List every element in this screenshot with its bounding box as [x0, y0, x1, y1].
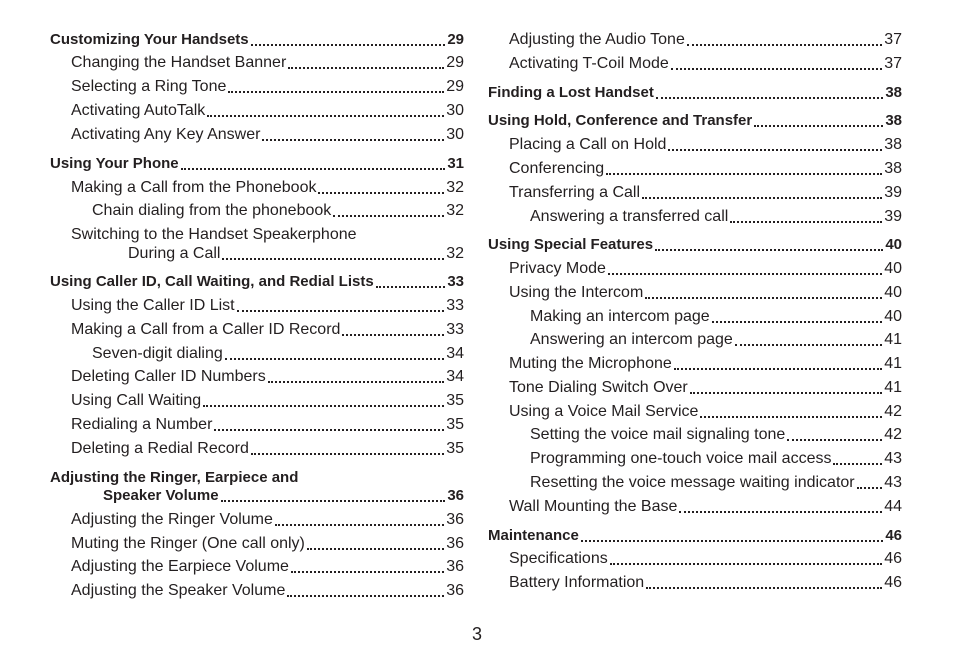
leader-dots — [787, 427, 882, 441]
toc-entry-page: 46 — [884, 574, 902, 591]
toc-entry-page: 34 — [446, 345, 464, 362]
toc-entry-title: Speaker Volume — [103, 487, 219, 504]
leader-dots — [288, 55, 444, 69]
leader-dots — [646, 575, 882, 589]
leader-dots — [214, 417, 444, 431]
toc-entry-title: Muting the Microphone — [509, 355, 672, 372]
leader-dots — [342, 322, 444, 336]
toc-entry[interactable] — [71, 391, 464, 411]
leader-dots — [262, 127, 444, 141]
toc-entry-title: Making a Call from a Caller ID Record — [71, 321, 341, 338]
toc-entry-title: Tone Dialing Switch Over — [509, 379, 688, 396]
leader-dots — [712, 309, 883, 323]
leader-dots — [225, 346, 444, 360]
toc-entry-heading[interactable] — [488, 235, 902, 255]
leader-dots — [668, 137, 882, 151]
toc-entry-page: 33 — [446, 321, 464, 338]
leader-dots — [291, 559, 444, 573]
toc-entry[interactable] — [509, 573, 902, 593]
toc-entry-title: Activating AutoTalk — [71, 102, 206, 119]
toc-entry[interactable] — [71, 77, 464, 97]
toc-entry-page: 31 — [447, 155, 464, 172]
toc-entry-page: 30 — [446, 126, 464, 143]
toc-entry-page: 36 — [446, 558, 464, 575]
toc-entry[interactable] — [509, 283, 902, 303]
toc-entry[interactable] — [509, 54, 902, 74]
toc-entry-page: 35 — [446, 392, 464, 409]
toc-entry-title: Placing a Call on Hold — [509, 136, 667, 153]
toc-entry[interactable] — [71, 534, 464, 554]
leader-dots — [735, 332, 882, 346]
toc-entry-title: Adjusting the Earpiece Volume — [71, 558, 289, 575]
toc-entry-page: 43 — [884, 474, 902, 491]
leader-dots — [307, 536, 444, 550]
leader-dots — [679, 499, 882, 513]
leader-dots — [656, 85, 883, 99]
toc-entry-title: Transferring a Call — [509, 184, 641, 201]
toc-entry-title: Deleting Caller ID Numbers — [71, 368, 266, 385]
leader-dots — [181, 156, 446, 170]
toc-entry-page: 36 — [446, 582, 464, 599]
toc-entry[interactable] — [509, 159, 902, 179]
leader-dots — [203, 393, 444, 407]
leader-dots — [333, 203, 444, 217]
toc-entry-page: 38 — [885, 112, 902, 129]
leader-dots — [221, 488, 446, 502]
toc-entry-page: 37 — [884, 31, 902, 48]
toc-entry-page: 32 — [446, 202, 464, 219]
leader-dots — [251, 32, 446, 46]
leader-dots — [671, 56, 882, 70]
toc-entry-page: 40 — [884, 284, 902, 301]
toc-entry-title: Using the Caller ID List — [71, 297, 235, 314]
toc-entry[interactable] — [71, 125, 464, 145]
leader-dots — [687, 32, 882, 46]
leader-dots — [700, 404, 882, 418]
toc-entry[interactable] — [71, 178, 464, 198]
toc-entry[interactable] — [71, 320, 464, 340]
toc-entry-page: 29 — [447, 31, 464, 48]
toc-entry-title: Using Caller ID, Call Waiting, and Redial Lists — [50, 273, 374, 290]
toc-entry-title: Privacy Mode — [509, 260, 606, 277]
toc-entry-title: Redialing a Number — [71, 416, 213, 433]
leader-dots — [376, 274, 446, 288]
toc-entry-page: 41 — [884, 355, 902, 372]
toc-entry[interactable] — [71, 581, 464, 601]
toc-entry-title: Wall Mounting the Base — [509, 498, 678, 515]
leader-dots — [608, 261, 882, 275]
leader-dots — [857, 475, 883, 489]
toc-entry-title: Seven-digit dialing — [92, 345, 223, 362]
toc-entry-page: 38 — [884, 136, 902, 153]
toc-entry-page: 32 — [446, 179, 464, 196]
leader-dots — [690, 380, 882, 394]
toc-entry-page: 42 — [884, 403, 902, 420]
leader-dots — [268, 369, 444, 383]
toc-entry-page: 39 — [884, 208, 902, 225]
leader-dots — [237, 298, 445, 312]
toc-entry[interactable] — [92, 201, 464, 221]
toc-entry-page: 30 — [446, 102, 464, 119]
toc-entry-page: 40 — [884, 308, 902, 325]
toc-entry-page: 33 — [446, 297, 464, 314]
toc-entry[interactable] — [509, 183, 902, 203]
toc-entry-page: 38 — [885, 84, 902, 101]
toc-entry-page: 36 — [446, 511, 464, 528]
toc-entry[interactable] — [128, 244, 464, 264]
leader-dots — [674, 356, 882, 370]
leader-dots — [581, 528, 883, 542]
toc-entry-title: Using Your Phone — [50, 155, 179, 172]
toc-entry-title: During a Call — [128, 245, 221, 262]
toc-entry-page: 29 — [446, 54, 464, 71]
toc-entry-page: 35 — [446, 416, 464, 433]
toc-entry-title: Answering an intercom page — [530, 331, 733, 348]
toc-entry[interactable] — [71, 557, 464, 577]
leader-dots — [655, 237, 883, 251]
toc-entry[interactable] — [509, 549, 902, 569]
toc-entry-title: Finding a Lost Handset — [488, 84, 654, 101]
leader-dots — [318, 180, 444, 194]
toc-entry-title: Selecting a Ring Tone — [71, 78, 227, 95]
leader-dots — [606, 161, 882, 175]
toc-entry-page: 33 — [447, 273, 464, 290]
leader-dots — [645, 285, 882, 299]
toc-entry-page: 41 — [884, 379, 902, 396]
toc-entry-title: Resetting the voice message waiting indicator — [530, 474, 855, 491]
toc-entry-page: 39 — [884, 184, 902, 201]
toc-entry[interactable] — [509, 402, 902, 422]
toc-entry[interactable] — [530, 207, 902, 227]
toc-entry-page: 36 — [446, 535, 464, 552]
leader-dots — [228, 79, 444, 93]
leader-dots — [730, 209, 882, 223]
toc-entry[interactable] — [92, 344, 464, 364]
leader-dots — [754, 113, 883, 127]
toc-entry-page: 40 — [884, 260, 902, 277]
toc-entry[interactable] — [71, 510, 464, 530]
page-number: 3 — [471, 624, 482, 644]
toc-entry-title: Activating Any Key Answer — [71, 126, 261, 143]
toc-entry[interactable] — [71, 415, 464, 435]
toc-entry-heading[interactable] — [50, 272, 464, 292]
toc-entry-title: Making an intercom page — [530, 308, 710, 325]
leader-dots — [287, 583, 444, 597]
toc-entry[interactable] — [509, 497, 902, 517]
toc-entry-page: 41 — [884, 331, 902, 348]
toc-entry-title: Maintenance — [488, 527, 579, 544]
toc-entry-page: 44 — [884, 498, 902, 515]
toc-entry-title: Using Hold, Conference and Transfer — [488, 112, 753, 129]
toc-entry-page: 42 — [884, 426, 902, 443]
toc-entry-title: Making a Call from the Phonebook — [71, 179, 317, 196]
toc-entry-page: 46 — [884, 550, 902, 567]
toc-entry[interactable] — [530, 425, 902, 445]
toc-entry-title: Battery Information — [509, 574, 645, 591]
toc-entry-page: 35 — [446, 440, 464, 457]
toc-entry[interactable] — [530, 449, 902, 469]
toc-entry-heading[interactable] — [50, 30, 464, 50]
toc-entry-title: Adjusting the Speaker Volume — [71, 582, 286, 599]
toc-entry[interactable] — [71, 439, 464, 459]
toc-entry-page: 38 — [884, 160, 902, 177]
toc-entry-page: 32 — [446, 245, 464, 262]
toc-entry-heading[interactable] — [103, 486, 464, 506]
toc-entry-title-line1: Switching to the Handset Speakerphone — [71, 226, 357, 243]
toc-entry-title: Adjusting the Ringer Volume — [71, 511, 273, 528]
toc-entry-page: 43 — [884, 450, 902, 467]
leader-dots — [275, 512, 444, 526]
toc-heading-line1: Adjusting the Ringer, Earpiece and — [50, 469, 299, 486]
leader-dots — [222, 246, 444, 260]
toc-entry-title: Using Call Waiting — [71, 392, 202, 409]
leader-dots — [642, 185, 882, 199]
toc-entry-title: Using the Intercom — [509, 284, 644, 301]
toc-entry-title: Using Special Features — [488, 236, 654, 253]
toc-entry[interactable] — [509, 259, 902, 279]
toc-entry[interactable] — [530, 307, 902, 327]
toc-entry-heading[interactable] — [50, 154, 464, 174]
toc-entry-title: Changing the Handset Banner — [71, 54, 287, 71]
leader-dots — [610, 551, 882, 565]
toc-entry-page: 29 — [446, 78, 464, 95]
toc-entry-title: Muting the Ringer (One call only) — [71, 535, 305, 552]
toc-entry-title: Setting the voice mail signaling tone — [530, 426, 786, 443]
toc-entry-title: Specifications — [509, 550, 608, 567]
toc-entry-title: Programming one-touch voice mail access — [530, 450, 832, 467]
toc-entry[interactable] — [509, 30, 902, 50]
toc-entry[interactable] — [71, 53, 464, 73]
leader-dots — [251, 441, 444, 455]
toc-entry-heading[interactable] — [488, 111, 902, 131]
leader-dots — [207, 103, 444, 117]
toc-entry[interactable] — [71, 101, 464, 121]
toc-entry-title: Adjusting the Audio Tone — [509, 31, 685, 48]
toc-entry-page: 34 — [446, 368, 464, 385]
toc-entry[interactable] — [530, 330, 902, 350]
toc-entry-title: Activating T-Coil Mode — [509, 55, 669, 72]
toc-entry[interactable] — [509, 378, 902, 398]
toc-entry-title: Deleting a Redial Record — [71, 440, 249, 457]
leader-dots — [833, 451, 882, 465]
toc-entry-title: Answering a transferred call — [530, 208, 729, 225]
toc-entry[interactable] — [509, 135, 902, 155]
toc-entry-title: Using a Voice Mail Service — [509, 403, 699, 420]
toc-entry-title: Customizing Your Handsets — [50, 31, 249, 48]
toc-entry[interactable] — [71, 296, 464, 316]
toc-entry-title: Conferencing — [509, 160, 605, 177]
toc-entry-title: Chain dialing from the phonebook — [92, 202, 332, 219]
toc-entry-page: 46 — [885, 527, 902, 544]
toc-entry-page: 40 — [885, 236, 902, 253]
toc-entry-heading[interactable] — [488, 526, 902, 546]
toc-entry-page: 36 — [447, 487, 464, 504]
toc-entry-page: 37 — [884, 55, 902, 72]
toc-entry-heading[interactable] — [488, 83, 902, 103]
toc-entry[interactable] — [71, 367, 464, 387]
toc-entry[interactable] — [530, 473, 902, 493]
toc-entry[interactable] — [509, 354, 902, 374]
